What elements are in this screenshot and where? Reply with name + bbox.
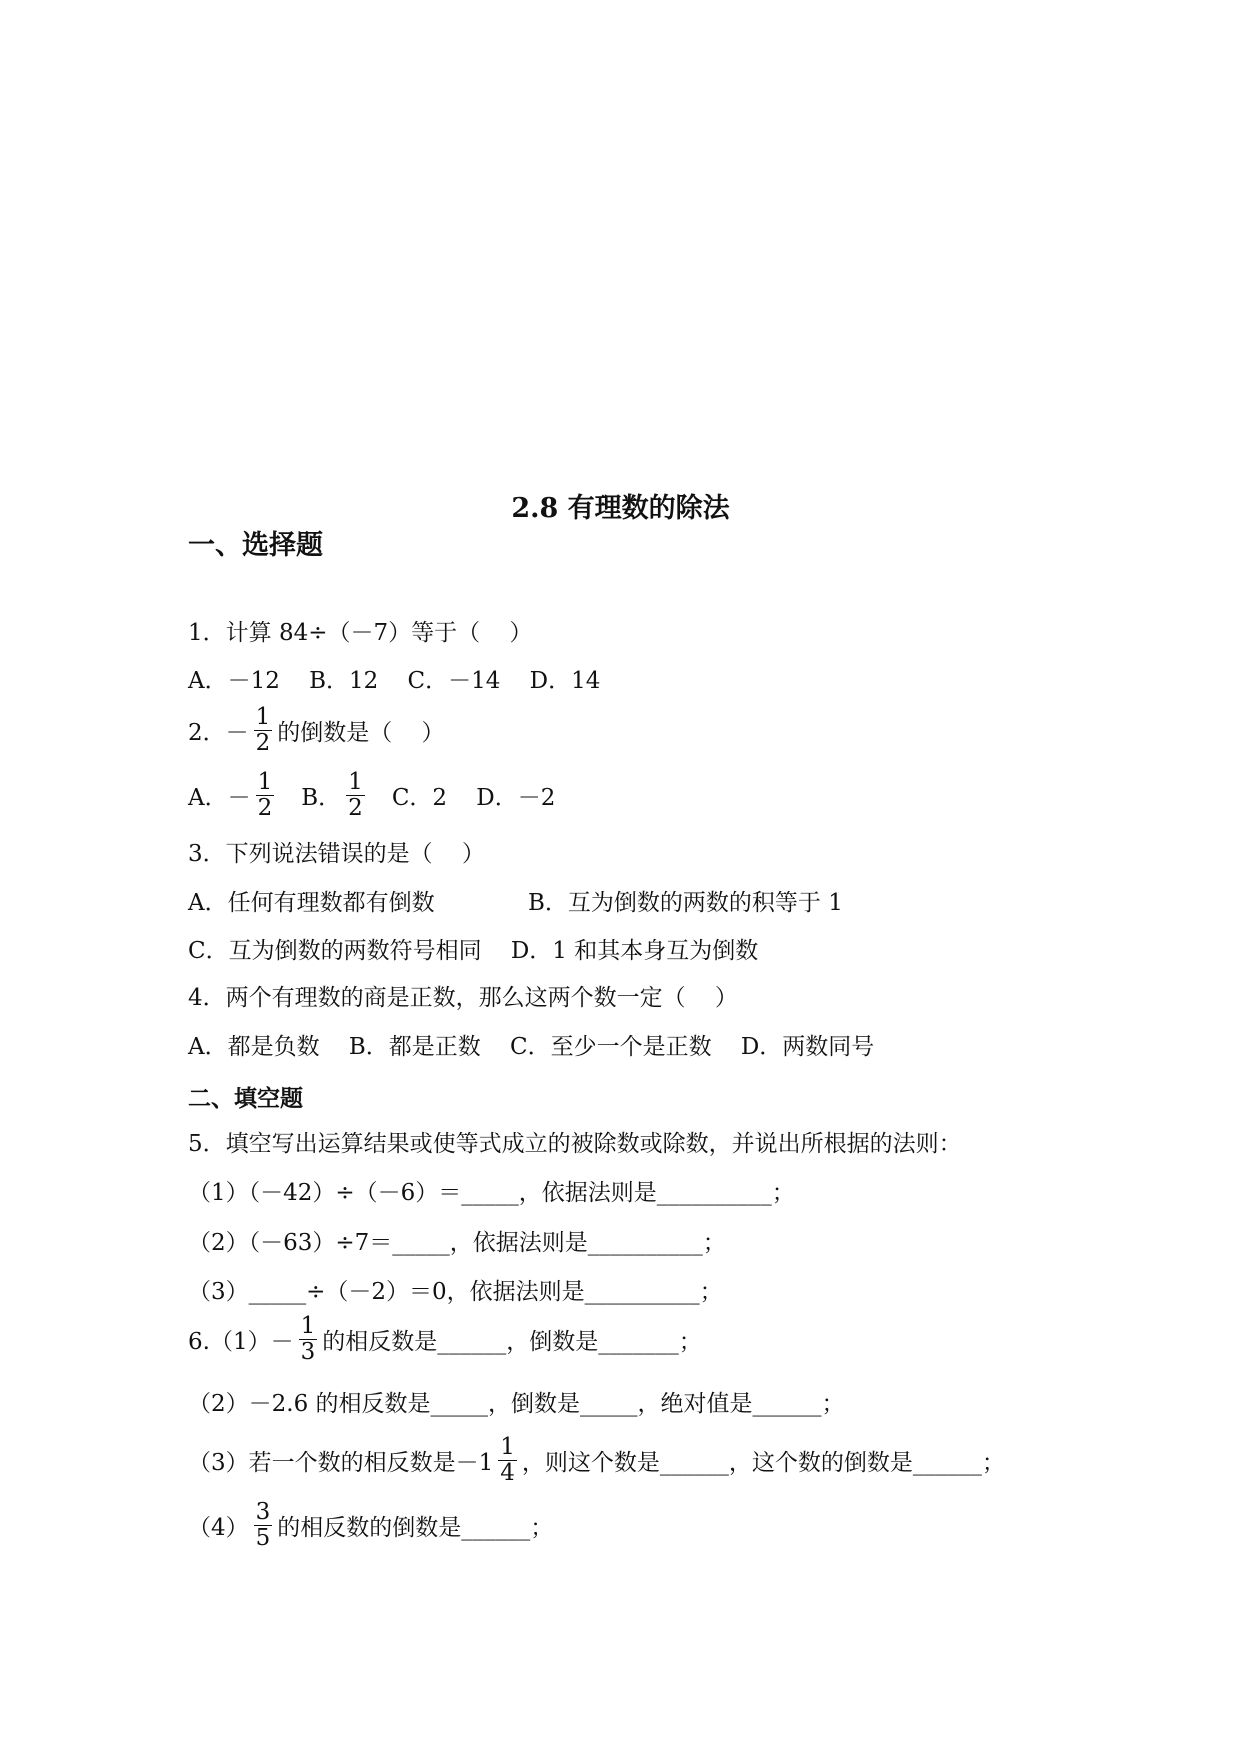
question-6-part-3-prefix: （3）若一个数的相反数是－1 xyxy=(188,1449,494,1476)
question-3-stem: 3．下列说法错误的是（ ） xyxy=(188,840,485,867)
question-6-part-3-suffix: ，则这个数是______，这个数的倒数是______； xyxy=(521,1449,1005,1476)
question-6-part-1-suffix: 的相反数是______，倒数是_______； xyxy=(322,1328,702,1355)
question-5-part-3-text: （3）_____÷（－2）＝0，依据法则是__________； xyxy=(188,1278,723,1305)
question-1-stem: 1．计算 84÷（－7）等于（ ） xyxy=(188,619,533,646)
question-2 xyxy=(188,695,445,765)
fraction-denominator: 2 xyxy=(257,794,273,821)
question-6-part-4-prefix: （4） xyxy=(188,1514,249,1541)
question-3-options-cd-text: C．互为倒数的两数符号相同 D．1 和其本身互为倒数 xyxy=(188,937,759,964)
fraction-numerator: 1 xyxy=(255,704,271,731)
question-2-option-b-prefix: B． xyxy=(301,784,342,811)
question-6-part-2-text: （2）－2.6 的相反数是_____，倒数是_____，绝对值是______； xyxy=(188,1390,845,1417)
fraction-numerator: 1 xyxy=(300,1313,316,1340)
question-5-part-2-text: （2）（－63）÷7＝_____，依据法则是__________； xyxy=(188,1229,726,1256)
question-4-stem: 4．两个有理数的商是正数，那么这两个数一定（ ） xyxy=(188,984,738,1011)
question-2-prefix: 2．－ xyxy=(188,719,249,746)
fraction-denominator: 4 xyxy=(500,1459,515,1486)
fraction-numerator: 1 xyxy=(500,1434,515,1461)
question-2-option-a-prefix: A．－ xyxy=(188,784,251,811)
question-3-option-b: B．互为倒数的两数的积等于 1 xyxy=(528,889,843,916)
page-title: 2.8 有理数的除法 xyxy=(511,493,730,524)
fraction-denominator: 5 xyxy=(255,1524,271,1551)
question-2-suffix: 的倒数是（ ） xyxy=(277,719,445,746)
question-6-part-1 xyxy=(188,1304,702,1374)
question-6-part-1-fraction xyxy=(299,1314,318,1363)
question-5-part-1-text: （1）（－42）÷（－6）＝_____，依据法则是__________； xyxy=(188,1179,795,1206)
question-3-option-a: A．任何有理数都有倒数 xyxy=(188,889,435,916)
fraction-denominator: 2 xyxy=(255,729,271,756)
section-heading-fill: 二、填空题 xyxy=(188,1085,303,1112)
fraction-denominator: 2 xyxy=(348,794,363,821)
question-2-options-cd: C．2 D．－2 xyxy=(391,784,556,811)
question-6-part-1-prefix: 6.（1）－ xyxy=(188,1328,294,1355)
question-6-part-4-suffix: 的相反数的倒数是______； xyxy=(277,1514,554,1541)
question-4-options xyxy=(188,1009,874,1079)
question-6-part-4-fraction xyxy=(254,1500,273,1549)
question-2-option-a-fraction xyxy=(256,770,275,819)
fraction-numerator: 1 xyxy=(348,769,363,796)
question-6-part-4 xyxy=(188,1490,553,1560)
section-heading-choice: 一、选择题 xyxy=(188,530,323,561)
question-6-part-3 xyxy=(188,1425,1005,1495)
question-2-fraction xyxy=(254,705,273,754)
question-1-options-text: A．－12 B．12 C．－14 D．14 xyxy=(188,667,601,694)
question-6-part-3-fraction xyxy=(498,1435,517,1484)
fraction-numerator: 3 xyxy=(255,1499,271,1526)
fraction-denominator: 3 xyxy=(300,1338,316,1365)
question-4-options-text: A．都是负数 B．都是正数 C．至少一个是正数 D．两数同号 xyxy=(188,1033,875,1060)
question-2-option-b-fraction xyxy=(346,770,365,819)
question-5-stem: 5．填空写出运算结果或使等式成立的被除数或除数，并说出所根据的法则： xyxy=(188,1130,962,1157)
fraction-numerator: 1 xyxy=(257,769,273,796)
